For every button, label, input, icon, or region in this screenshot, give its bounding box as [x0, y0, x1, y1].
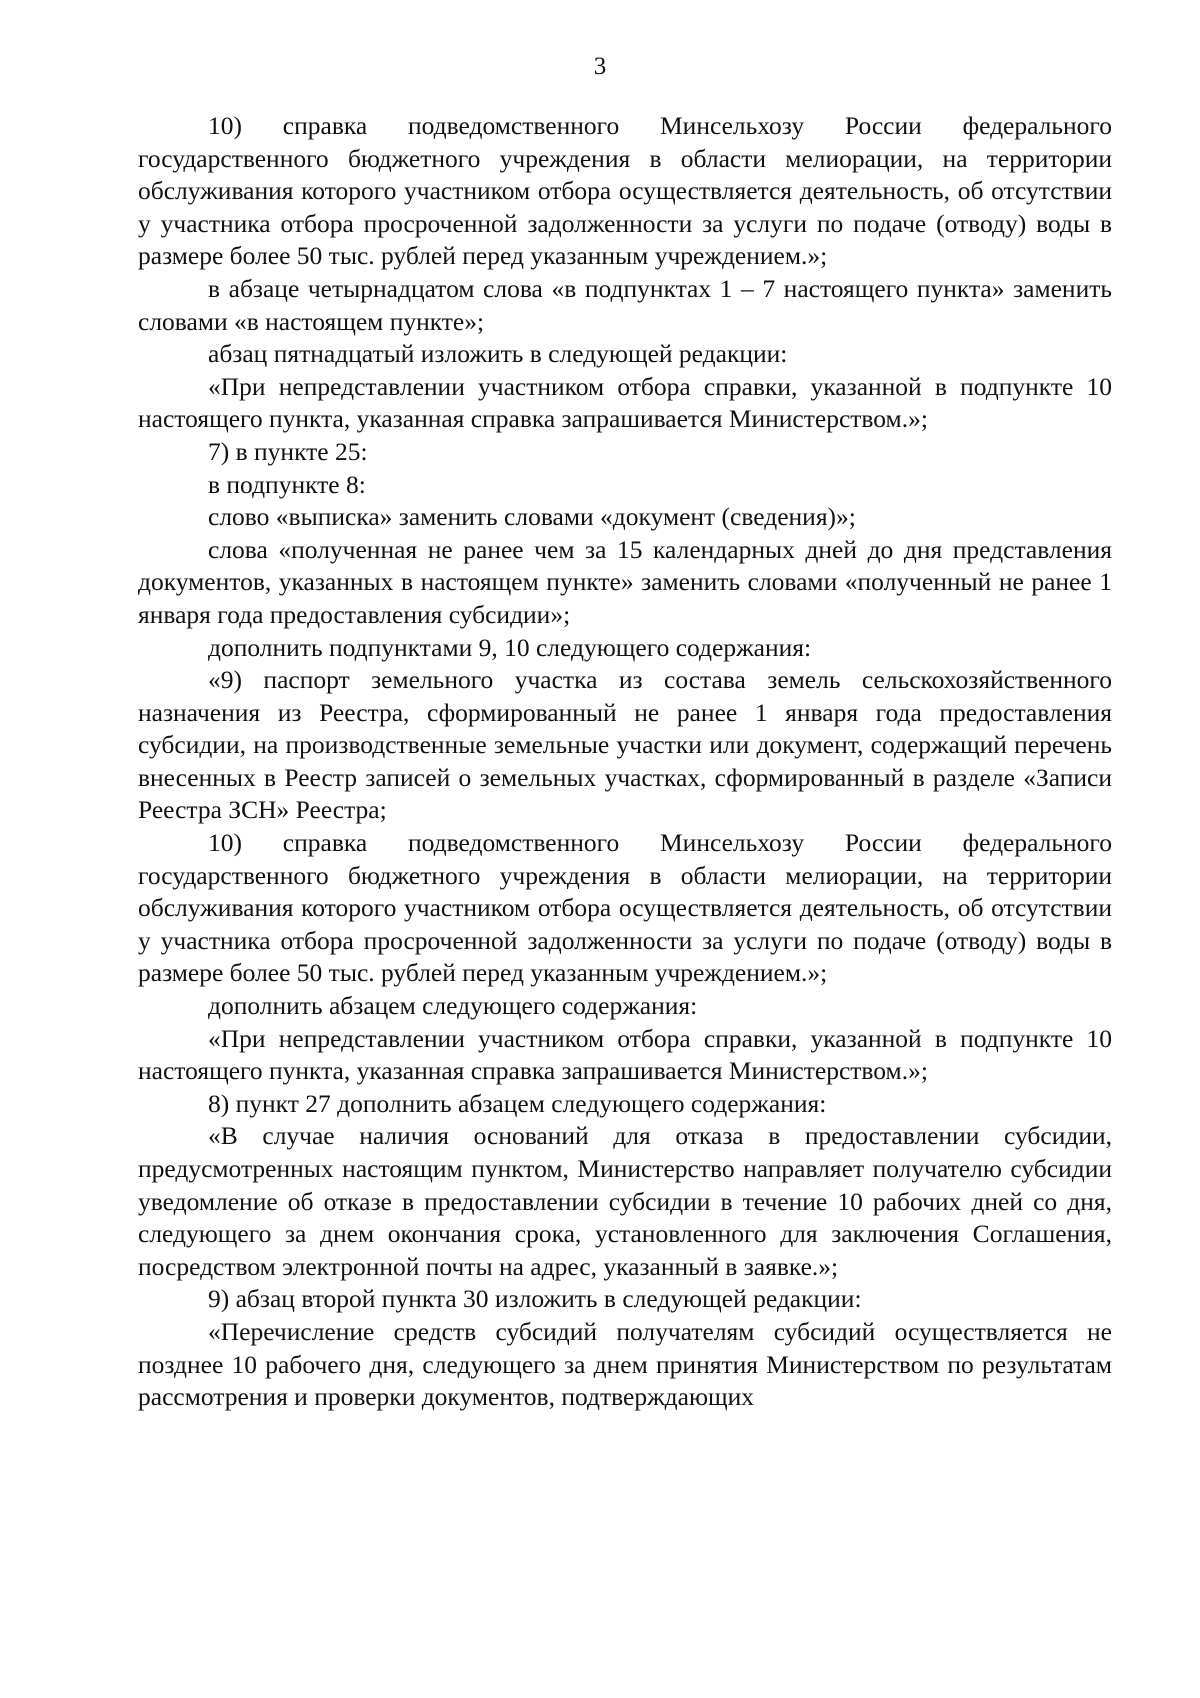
paragraph: 8) пункт 27 дополнить абзацем следующего содержания: [208, 1088, 827, 1118]
paragraph: «Перечисление средств субсидий получателям субсидий осуществляется не позднее 10 рабочего дня, следующего за днем принятия Министерством по результатам рассмотрения и проверки документов, подтверждающих [138, 1316, 1112, 1412]
paragraph: дополнить абзацем следующего содержания: [208, 991, 698, 1021]
paragraph: «В случае наличия оснований для отказа в предоставлении субсидии, предусмотренных настоящим пунктом, Министерство направляет получателю субсидии уведомление об отказе в предоставлении субсидии в течение 10 рабочих дней со дня, следующего за днем окончания срока, установленного для заключения Соглашения, посредством электронной почты на адрес, указанный в заявке.»; [138, 1121, 1112, 1281]
paragraph: 9) абзац второй пункта 30 изложить в следующей редакции: [208, 1284, 862, 1314]
paragraph: в подпункте 8: [208, 469, 366, 499]
paragraph: дополнить подпунктами 9, 10 следующего содержания: [208, 632, 812, 662]
paragraph: слова «полученная не ранее чем за 15 календарных дней до дня представления документов, указанных в настоящем пункте» заменить словами «полученный не ранее 1 января года предоставления субсидии»; [138, 534, 1112, 629]
paragraph: 7) в пункте 25: [208, 436, 368, 466]
paragraph: «При непредставлении участником отбора справки, указанной в подпункте 10 настоящего пункта, указанная справка запрашивается Министерством.»; [138, 371, 1112, 434]
paragraph: слово «выписка» заменить словами «документ (сведения)»; [208, 502, 856, 532]
paragraph: абзац пятнадцатый изложить в следующей редакции: [208, 339, 788, 369]
document-body [138, 110, 1112, 1414]
paragraph: 10) справка подведомственного Минсельхозу России федерального государственного бюджетного учреждения в области мелиорации, на территории обслуживания которого участником отбора осуществляется деятельность, об отсутствии у участника отбора просроченной задолженности за услуги по подаче (отводу) воды в размере более 50 тыс. рублей перед указанным учреждением.»; [138, 111, 1112, 271]
paragraph: 10) справка подведомственного Минсельхозу России федерального государственного бюджетного учреждения в области мелиорации, на территории обслуживания которого участником отбора осуществляется деятельность, об отсутствии у участника отбора просроченной задолженности за услуги по подаче (отводу) воды в размере более 50 тыс. рублей перед указанным учреждением.»; [138, 828, 1112, 988]
page-number: 3 [593, 53, 607, 80]
paragraph: «9) паспорт земельного участка из состава земель сельскохозяйственного назначения из Реестра, сформированный не ранее 1 января года предоставления субсидии, на производственные земельные участки или документ, содержащий перечень внесенных в Реестр записей о земельных участках, сформированный в разделе «Записи Реестра ЗСН» Реестра; [138, 665, 1112, 825]
paragraph: «При непредставлении участником отбора справки, указанной в подпункте 10 настоящего пункта, указанная справка запрашивается Министерством.»; [138, 1023, 1112, 1086]
paragraph: в абзаце четырнадцатом слова «в подпунктах 1 – 7 настоящего пункта» заменить словами «в настоящем пункте»; [138, 273, 1112, 336]
